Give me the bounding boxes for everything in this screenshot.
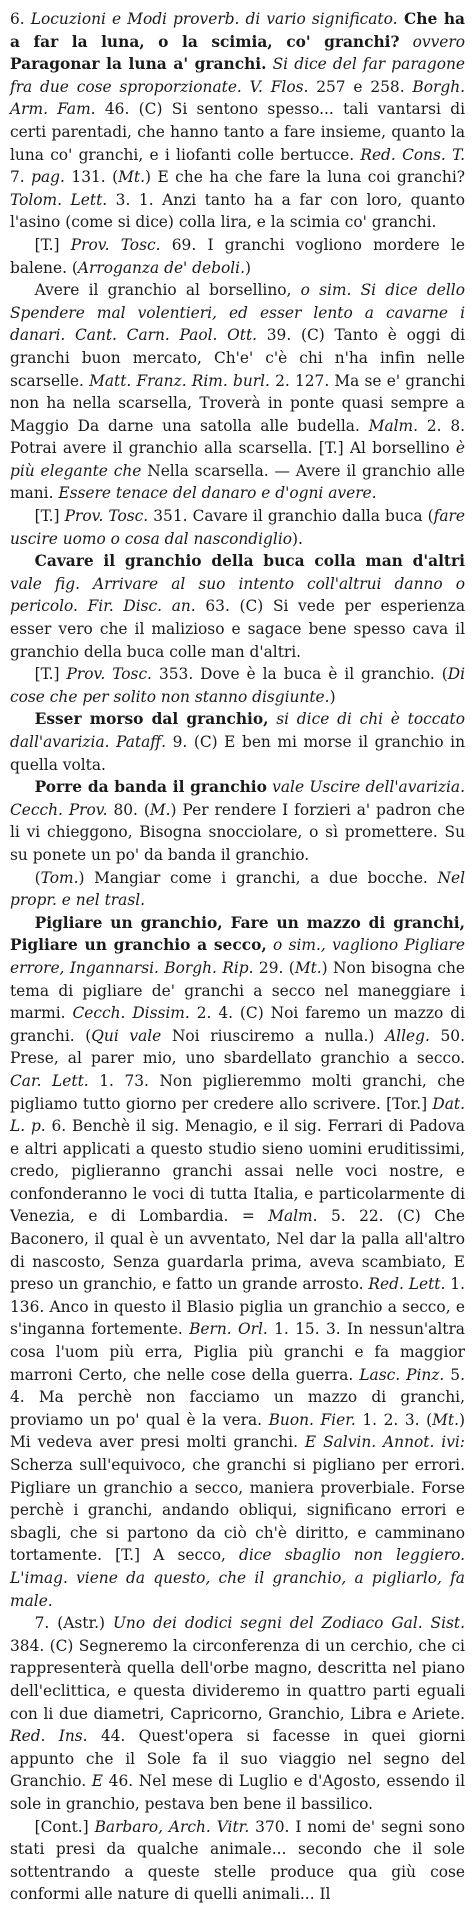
body-text: ). [292,529,303,548]
body-text: 7. (Astr.) [34,1614,113,1633]
body-text: 3. 1. Anzi tanto ha a far con loro, quanto l'asino (come si dice) colla lira, e la scimia co' granchi. [10,190,465,232]
italic-text: Qui vale [91,1026,162,1045]
italic-text: Buon. Fier. [268,1410,356,1429]
body-text: 353. Dove è la buca è il granchio. ( [151,665,448,684]
body-text: 2. 4. (C) Noi faremo un mazzo di granchi. ( [10,1004,466,1045]
body-text: 5. 22. (C) Che Baconero, il qual è un avventato, Nel dar la palla all'altro di nascosto, Senza guardarla prima, aveva scambiato, E preso un granchio, e fatto un grande arrosto. [10,1207,466,1294]
body-text: 1. 2. 3. ( [355,1410,433,1429]
italic-text: Lasc. Pinz. [359,1365,445,1384]
body-text: ) E che ha che fare la luna coi granchi? [145,168,465,187]
italic-text: Prov. Tosc. [66,665,152,684]
italic-text: Prov. Tosc. [64,507,149,526]
italic-text: Arroganza de' deboli. [77,258,245,277]
italic-text: Matt. Franz. Rim. burl. [89,371,270,390]
italic-text: pag. [31,168,65,187]
body-text: 50. Prese, al parer mio, uno sbardellato granchio a secco. [10,1026,465,1068]
italic-text: vale Uscire dell'avarizia. Cecch. Prov. [10,778,465,819]
italic-text: Barbaro, Arch. Vitr. [94,1817,250,1836]
body-text: 63. (C) Si vede per esperienza esser vero che il malizioso e sagace bene spesso cava il granchio della buca colle man d'altri. [10,597,465,661]
body-text: 384. (C) Segneremo la circonferenza di un cerchio, che ci rappresenterà quella dell'orbe magno, descritta nel piano dell'eclittica, e questa divideremo in quattro parti eguali con li due diametri, Capricorno, Granchio, Libra e Ariete. [10,1636,465,1723]
italic-text: Mt. [432,1410,459,1429]
italic-text: Tom. [40,868,79,887]
body-text: ) Mangiar come i granchi, a due bocche. [78,868,438,887]
body-text: 1. 15. 3. In nessun'altra cosa l'uom più erra, Piglia più granchi e fa maggior marroni Certo, che nelle cose della guerra. [10,1320,465,1384]
italic-text: Tolom. Lett. [10,190,108,209]
body-text: Scherza sull'equivoco, che granchi si pigliano per errori. Pigliare un granchio a secco, maniera proverbiale. Forse perchè i granchi, andando obliqui, significano errori e sbagli, che si partono da ciò ch'è diritto, e camminano tortamente. [T.] A secco, [10,1456,465,1565]
body-text: 1. 73. Non piglieremmo molti granchi, che pigliamo tutto giorno per credere allo scrivere. [Tor.] [10,1071,465,1113]
body-text: 29. ( [253,958,295,977]
dictionary-paragraph [10,1816,465,1906]
body-text: 6. Benchè il sig. Menagio, e il sig. Ferrari di Padova e altri applicati a questo studio sieno uomini eruditissimi, credo, piglieranno granchi assai nelle voci nostre, e confonderanno le voci di tutta Italia, e particolarmente di Venezia, e di Lombardia. = [10,1117,465,1226]
italic-text: fare uscire uomo o cosa dal nascondiglio [10,507,466,548]
body-text: [T.] [34,235,71,254]
body-text: 257 e 258. [308,77,413,96]
body-text: 1. 136. Anco in questo il Blasio piglia un granchio a secco, e s'inganna fortemente. [10,1275,465,1339]
body-text: ) [329,687,336,706]
italic-text: M. [149,800,171,819]
dictionary-paragraph [10,776,465,866]
dictionary-paragraph [10,708,465,776]
body-text: ( [34,868,41,887]
headword: Pigliare un granchio, Fare un mazzo di granchi, Pigliare un granchio a secco, [10,913,465,955]
body-text: Nella scarsella. — Avere il granchio alle mani. [10,461,466,503]
body-text: [T.] [34,507,65,526]
headword: Che ha a far la luna, o la scimia, co' granchi? [10,10,465,51]
italic-text: dice sbaglio non leggiero. L'imag. viene da questo, che il granchio, a pigliarlo, fa male. [10,1546,465,1610]
body-text: ) [245,258,252,277]
dictionary-paragraph [10,8,465,234]
body-text: 6. [10,10,31,28]
italic-text: Malm. [368,416,419,435]
dictionary-paragraph [10,505,465,550]
body-text: Avere il granchio al borsellino, [34,281,301,300]
italic-text: Cecch. Dissim. [72,1004,190,1023]
italic-text: si dice di chi è toccato dall'avarizia. Pataff. [10,710,465,751]
body-text: ) Non bisogna che tema di pigliare de' granchi a secco nel maneggiare i marmi. [10,958,465,1023]
body-text: 9. (C) E ben mi morse il granchio in quella volta. [10,733,465,774]
dictionary-paragraph [10,234,465,279]
body-text: 44. Quest'opera si facesse in quei giorni appunto che il Sole fa il suo viaggio nel segno del Granchio. [10,1727,465,1791]
italic-text: Car. Lett. [10,1071,89,1090]
body-text: 46. (C) Si sentono spesso... tali vantarsi di certi parentadi, che hanno tanto a fare insieme, quanto la luna co' granchi, e i liofanti colle bertucce. [10,100,465,164]
dictionary-paragraph [10,867,465,912]
italic-text: Prov. Tosc. [70,235,161,254]
body-text: [Cont.] [34,1817,95,1836]
italic-text: Red. Ins. [10,1727,88,1746]
body-text: 2. 8. Potrai avere il granchio alla scarsella. [T.] Al borsellino [10,416,466,458]
italic-text: E [91,1772,103,1791]
body-text: ) Mi vedeva aver presi molti granchi. [10,1410,465,1452]
italic-text: Borgh. Arm. Fam. [10,77,465,119]
body-text: 7. [10,168,32,187]
italic-text: Mt. [294,958,322,977]
italic-text: o sim. Si dice dello Spendere mal volentieri, ed esser lento a cavarne i danari. Cant. Carn. Paol. Ott. [10,281,465,345]
body-text: Noi riusciremo a nulla.) [161,1026,386,1045]
dictionary-paragraph [10,1612,465,1815]
italic-text: Red. Lett. [368,1275,446,1294]
italic-text: è più elegante che [10,439,465,480]
body-text: [T.] [34,665,67,684]
dictionary-paragraph [10,279,465,505]
italic-text: Si dice del far paragone fra due cose sproporzionate. V. Flos. [10,55,465,96]
italic-text: Di cose che per solito non stanno disgiunte. [10,665,465,706]
body-text: ) Per rendere I forzieri a' padron che li vi chieggono, Bisogna snocciolare, o sì promettere. Su su ponete un po' da banda il granchio. [10,800,466,864]
italic-text: Red. Cons. T. [360,145,465,164]
body-text: 2. 127. Ma se e' granchi non ha nella scarsella, Troverà in ponte quasi sempre a Maggio Da darne una satolla alle budella. [10,371,465,435]
dictionary-paragraph [10,912,465,1612]
body-text: 46. Nel mese di Luglio e d'Agosto, essendo il sole in granchio, pestava ben bene il bassilico. [10,1772,465,1813]
body-text: 351. Cavare il granchio dalla buca ( [148,507,434,526]
italic-text: Bern. Orl. [189,1320,268,1339]
body-text: 131. ( [64,168,119,187]
italic-text: E Salvin. Annot. ivi: [304,1433,465,1452]
italic-text: Nel propr. e nel trasl. [10,868,465,910]
headword: Esser morso dal granchio, [34,710,269,729]
body-text: 69. I granchi vogliono mordere le balene. ( [10,235,465,277]
dictionary-paragraph [10,663,465,708]
italic-text: Mt. [118,168,145,187]
body-text: 370. I nomi de' segni sono stati presi da qualche animale... secondo che il sole sottentrando a queste stelle produce qua giù cose conformi alle nature di quelli animali... Il [10,1817,466,1904]
headword: Porre da banda il granchio [34,778,267,797]
italic-text: o sim., vagliono Pigliare errore, Ingannarsi. Borgh. Rip. [10,936,465,977]
body-text: 39. (C) Tanto è oggi di granchi buon mercato, Ch'e' c'è chi n'ha infin nelle scarselle. [10,326,465,390]
italic-text: ovvero [399,32,465,51]
body-text: 5. 4. Ma perchè non facciamo un mazzo di granchi, proviamo un po' qual è la vera. [10,1365,465,1429]
italic-text: Malm. [268,1207,318,1226]
body-text: 80. ( [107,800,150,819]
italic-text: Essere tenace del danaro e d'ogni avere. [58,484,377,503]
italic-text: vale fig. Arrivare al suo intento coll'altrui danno o pericolo. Fir. Disc. an. [10,574,465,616]
italic-text: Dat. L. p. [10,1094,465,1136]
headword: Paragonar la luna a' granchi. [10,55,267,74]
dictionary-paragraph [10,550,465,663]
italic-text: Alleg. [385,1026,430,1045]
italic-text: Uno dei dodici segni del Zodiaco Gal. Sist. [112,1614,466,1633]
italic-text: Locuzioni e Modi proverb. di vario significato. [30,10,398,28]
headword: Cavare il granchio della buca colla man d'altri [34,552,465,571]
